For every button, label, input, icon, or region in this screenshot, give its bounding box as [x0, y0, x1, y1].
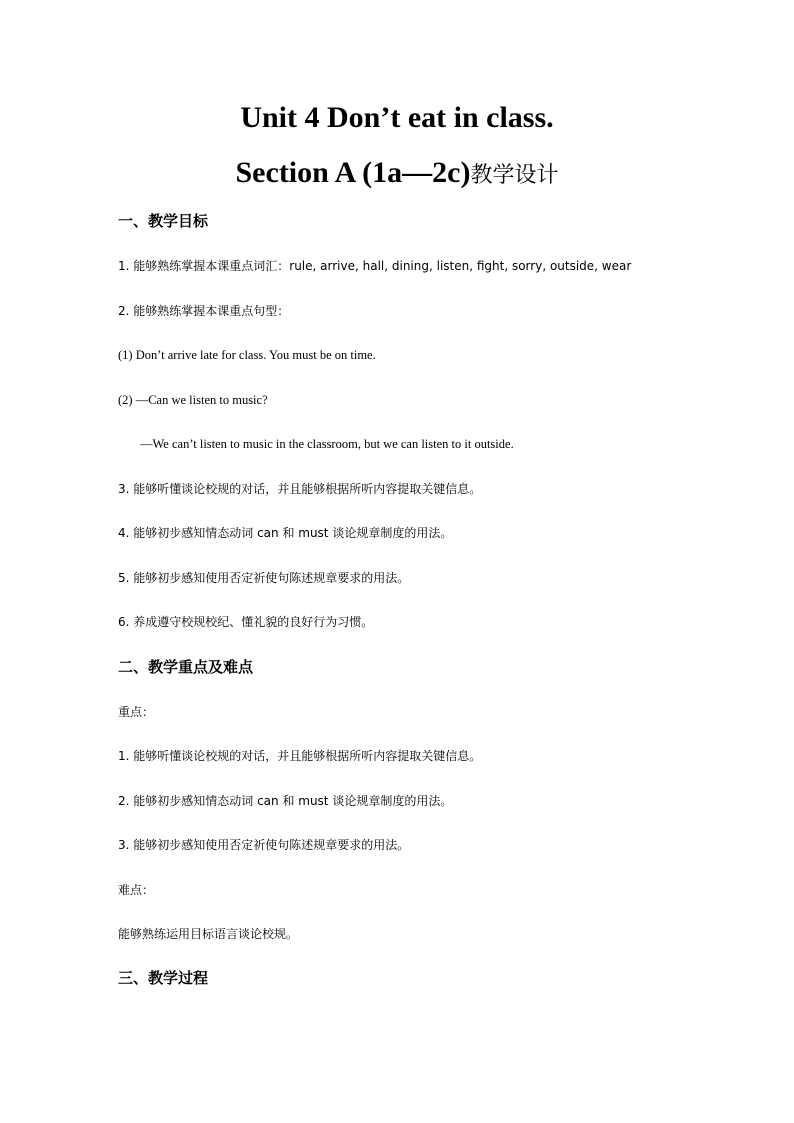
objective-6: 6. 养成遵守校规校纪、懂礼貌的良好行为习惯。: [118, 615, 374, 629]
objective-4: 4. 能够初步感知情态动词 can 和 must 谈论规章制度的用法。: [118, 526, 453, 540]
difficult-points-label: 难点：: [118, 883, 155, 897]
objective-2-sentence-1: (1) Don’t arrive late for class. You must be on time.: [118, 348, 376, 362]
objective-5: 5. 能够初步感知使用否定祈使句陈述规章要求的用法。: [118, 571, 410, 585]
objective-1: 1. 能够熟练掌握本课重点词汇：rule, arrive, hall, dining, listen, fight, sorry, outside, wear: [118, 259, 632, 273]
document-subtitle: [0, 155, 794, 194]
key-points-label: 重点：: [118, 705, 155, 719]
objective-2-sentence-2a: (2) —Can we listen to music?: [118, 393, 268, 407]
difficult-point-1: 能够熟练运用目标语言谈论校规。: [118, 927, 299, 941]
key-point-3: 3. 能够初步感知使用否定祈使句陈述规章要求的用法。: [118, 838, 410, 852]
section-heading-objectives: 一、教学目标: [118, 212, 209, 230]
subtitle-chinese: 教学设计: [470, 163, 559, 188]
objective-2: 2. 能够熟练掌握本课重点句型：: [118, 304, 290, 318]
key-point-1: 1. 能够听懂谈论校规的对话，并且能够根据所听内容提取关键信息。: [118, 749, 482, 763]
key-point-2: 2. 能够初步感知情态动词 can 和 must 谈论规章制度的用法。: [118, 794, 453, 808]
document-title: Unit 4 Don’t eat in class.: [240, 101, 554, 134]
objective-3: 3. 能够听懂谈论校规的对话，并且能够根据所听内容提取关键信息。: [118, 482, 482, 496]
objective-2-sentence-2b: —We can’t listen to music in the classroom, but we can listen to it outside.: [140, 437, 514, 451]
subtitle-english: Section A (1a—2c): [235, 156, 471, 189]
section-heading-process: 三、教学过程: [118, 969, 209, 987]
section-heading-key-points: 二、教学重点及难点: [118, 658, 254, 676]
